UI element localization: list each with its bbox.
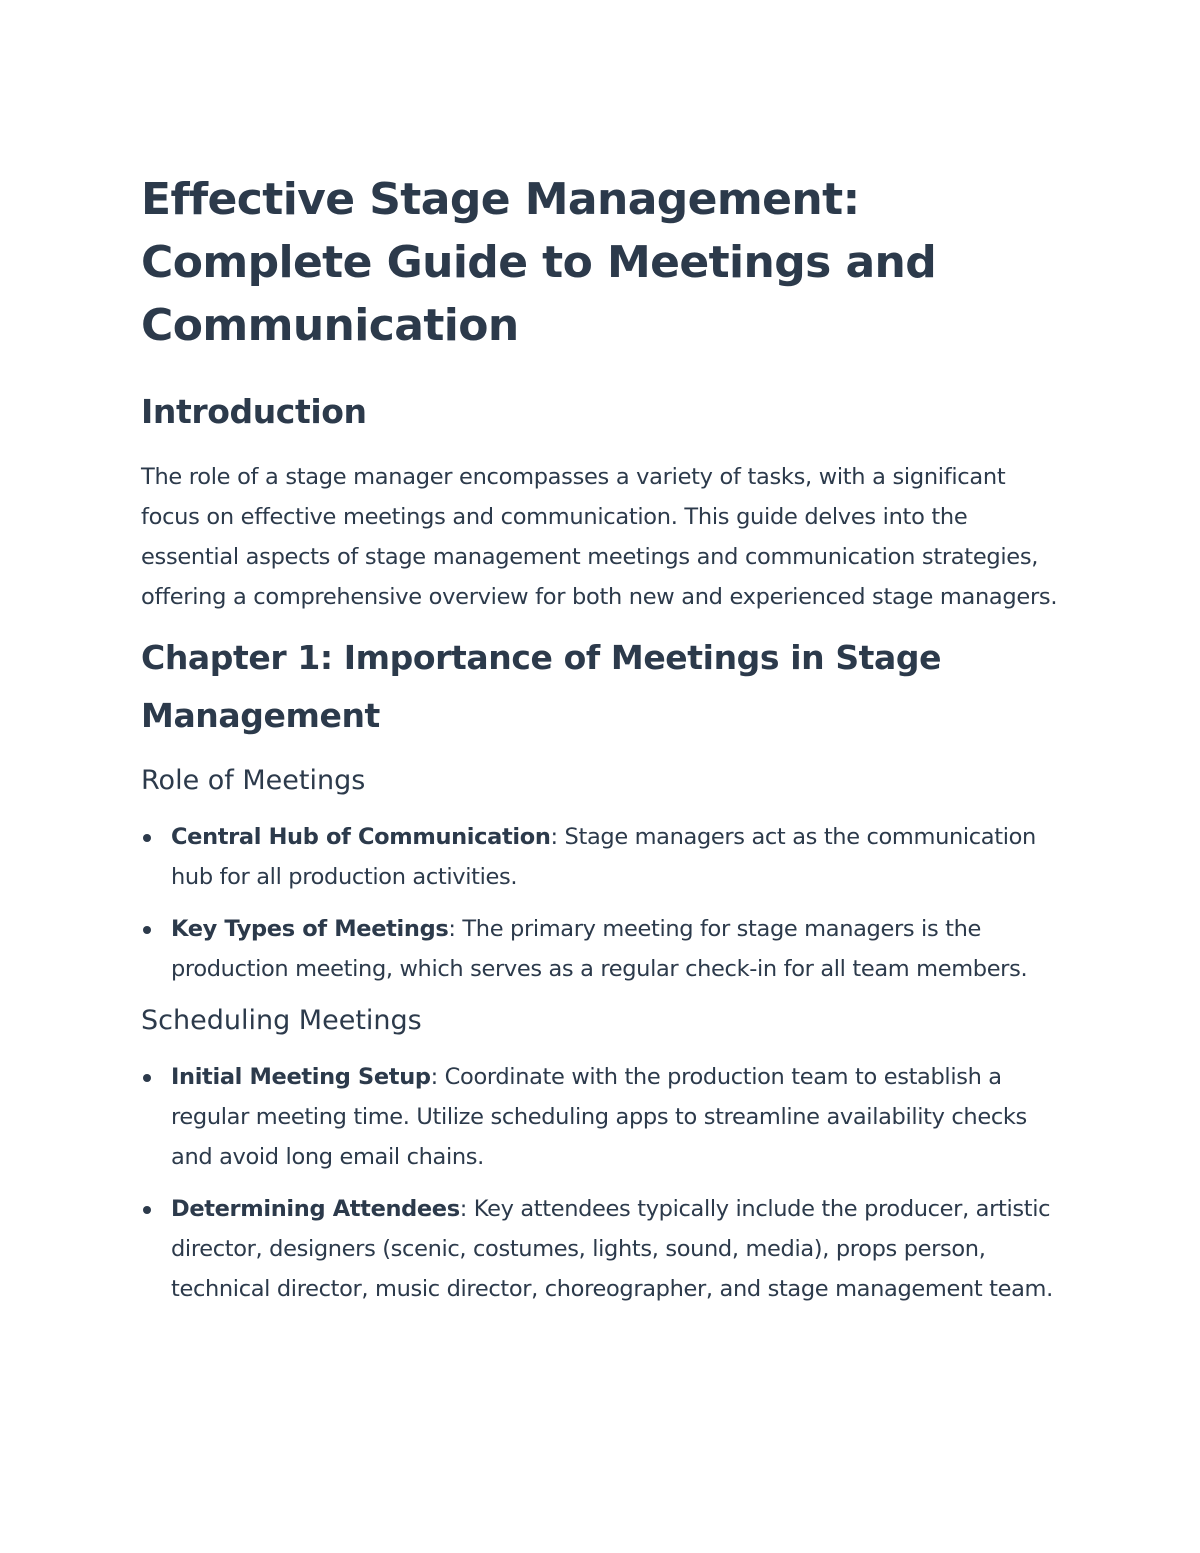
bullet-text: : The primary meeting for stage managers is the production meeting, which serves as a regular check-in for all team members.: [171, 916, 1028, 982]
list-item: [141, 1189, 1066, 1309]
bullet-icon: [143, 926, 151, 934]
bullet-text: : Key attendees typically include the producer, artistic director, designers (scenic, costumes, lights, sound, media), props person, technical director, music director, choreographer, and stage management team.: [171, 1196, 1053, 1302]
role-of-meetings-heading: Role of Meetings: [141, 765, 366, 796]
bullet-text: : Coordinate with the production team to establish a regular meeting time. Utilize scheduling apps to streamline availability checks and avoid long email chains.: [171, 1064, 1027, 1170]
list-item: [141, 817, 1066, 897]
bullet-term: Initial Meeting Setup: [171, 1064, 431, 1090]
bullet-text: : Stage managers act as the communication hub for all production activities.: [171, 824, 1036, 890]
bullet-term: Central Hub of Communication: [171, 824, 551, 850]
scheduling-meetings-list: [141, 1057, 1066, 1309]
document-title: Effective Stage Management: Complete Guide to Meetings and Communication: [141, 174, 937, 351]
list-item: [141, 909, 1066, 989]
bullet-icon: [143, 1206, 151, 1214]
role-of-meetings-list: [141, 817, 1066, 989]
bullet-term: Key Types of Meetings: [171, 916, 449, 942]
scheduling-meetings-heading: Scheduling Meetings: [141, 1005, 422, 1036]
chapter-1-heading: Chapter 1: Importance of Meetings in Stage Management: [141, 638, 942, 735]
list-item: [141, 1057, 1066, 1177]
bullet-icon: [143, 1074, 151, 1082]
document-page: [141, 168, 1066, 1321]
introduction-paragraph: The role of a stage manager encompasses a variety of tasks, with a significant focus on effective meetings and communication. This guide delves into the essential aspects of stage management meetings and communication strategies, offering a comprehensive overview for both new and experienced stage managers.: [141, 464, 1058, 610]
bullet-icon: [143, 834, 151, 842]
bullet-term: Determining Attendees: [171, 1196, 460, 1222]
introduction-heading: Introduction: [141, 392, 367, 431]
